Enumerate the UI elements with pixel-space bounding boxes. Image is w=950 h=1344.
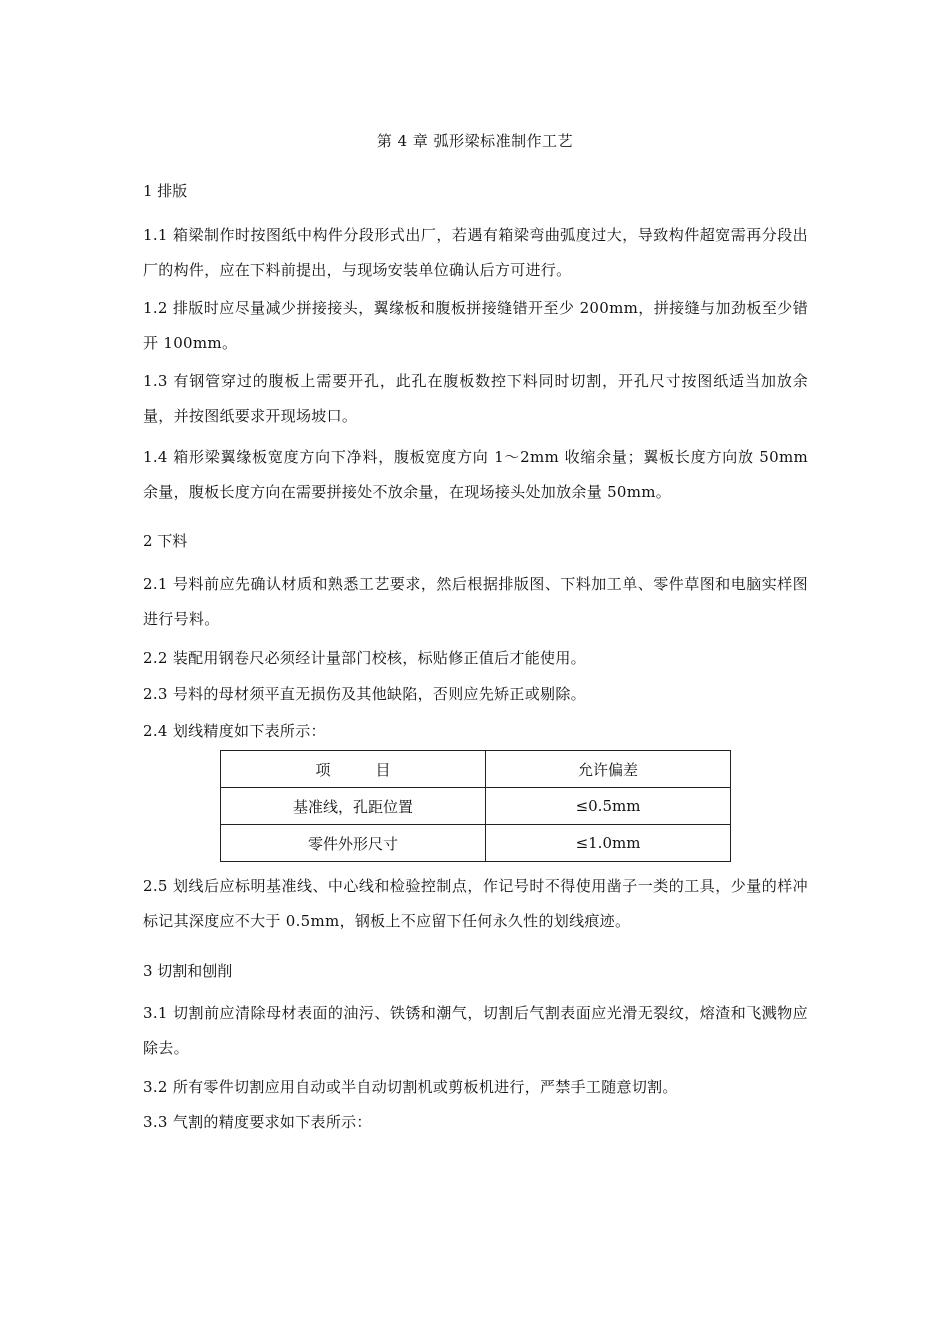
paragraph-1-1: 1.1 箱梁制作时按图纸中构件分段形式出厂，若遇有箱梁弯曲弧度过大，导致构件超宽需再分段出厂的构件，应在下料前提出，与现场安装单位确认后方可进行。 (143, 226, 808, 279)
paragraph-1-3: 1.3 有钢管穿过的腹板上需要开孔，此孔在腹板数控下料同时切割，开孔尺寸按图纸适当加放余量，并按图纸要求开现场坡口。 (143, 372, 808, 425)
table-header-row (221, 751, 731, 788)
paragraph-2-2: 2.2 装配用钢卷尺必须经计量部门校核，标贴修正值后才能使用。 (143, 649, 586, 667)
paragraph-2-1: 2.1 号料前应先确认材质和熟悉工艺要求，然后根据排版图、下料加工单、零件草图和电脑实样图进行号料。 (143, 575, 808, 628)
table-header-cell: 项 目 (221, 751, 486, 788)
table-cell: ≤0.5mm (486, 788, 731, 825)
paragraph-2-3: 2.3 号料的母材须平直无损伤及其他缺陷，否则应先矫正或剔除。 (143, 685, 586, 703)
page-title: 第 4 章 弧形梁标准制作工艺 (376, 132, 574, 150)
paragraph-3-2: 3.2 所有零件切割应用自动或半自动切割机或剪板机进行，严禁手工随意切割。 (143, 1078, 678, 1096)
table-cell: 零件外形尺寸 (221, 825, 486, 862)
paragraph-3-3: 3.3 气割的精度要求如下表所示： (143, 1113, 372, 1131)
paragraph-2-5: 2.5 划线后应标明基准线、中心线和检验控制点，作记号时不得使用凿子一类的工具，少量的样冲标记其深度应不大于 0.5mm，钢板上不应留下任何永久性的划线痕迹。 (143, 877, 808, 930)
table-row (221, 788, 731, 825)
section-heading-3: 3 切割和刨削 (143, 962, 233, 980)
table-row (221, 825, 731, 862)
section-heading-2: 2 下料 (143, 532, 188, 550)
paragraph-2-4: 2.4 划线精度如下表所示： (143, 722, 326, 740)
paragraph-1-2: 1.2 排版时应尽量减少拼接接头，翼缘板和腹板拼接缝错开至少 200mm，拼接缝与加劲板至少错开 100mm。 (143, 299, 808, 352)
marking-precision-table (220, 750, 731, 862)
paragraph-3-1: 3.1 切割前应清除母材表面的油污、铁锈和潮气，切割后气割表面应光滑无裂纹，熔渣和飞溅物应除去。 (143, 1004, 808, 1057)
table-header-cell: 允许偏差 (486, 751, 731, 788)
table-cell: ≤1.0mm (486, 825, 731, 862)
section-heading-1: 1 排版 (143, 182, 188, 200)
table-cell: 基准线，孔距位置 (221, 788, 486, 825)
paragraph-1-4: 1.4 箱形梁翼缘板宽度方向下净料，腹板宽度方向 1～2mm 收缩余量；翼板长度方向放 50mm 余量，腹板长度方向在需要拼接处不放余量，在现场接头处加放余量 50mm。 (143, 448, 808, 501)
